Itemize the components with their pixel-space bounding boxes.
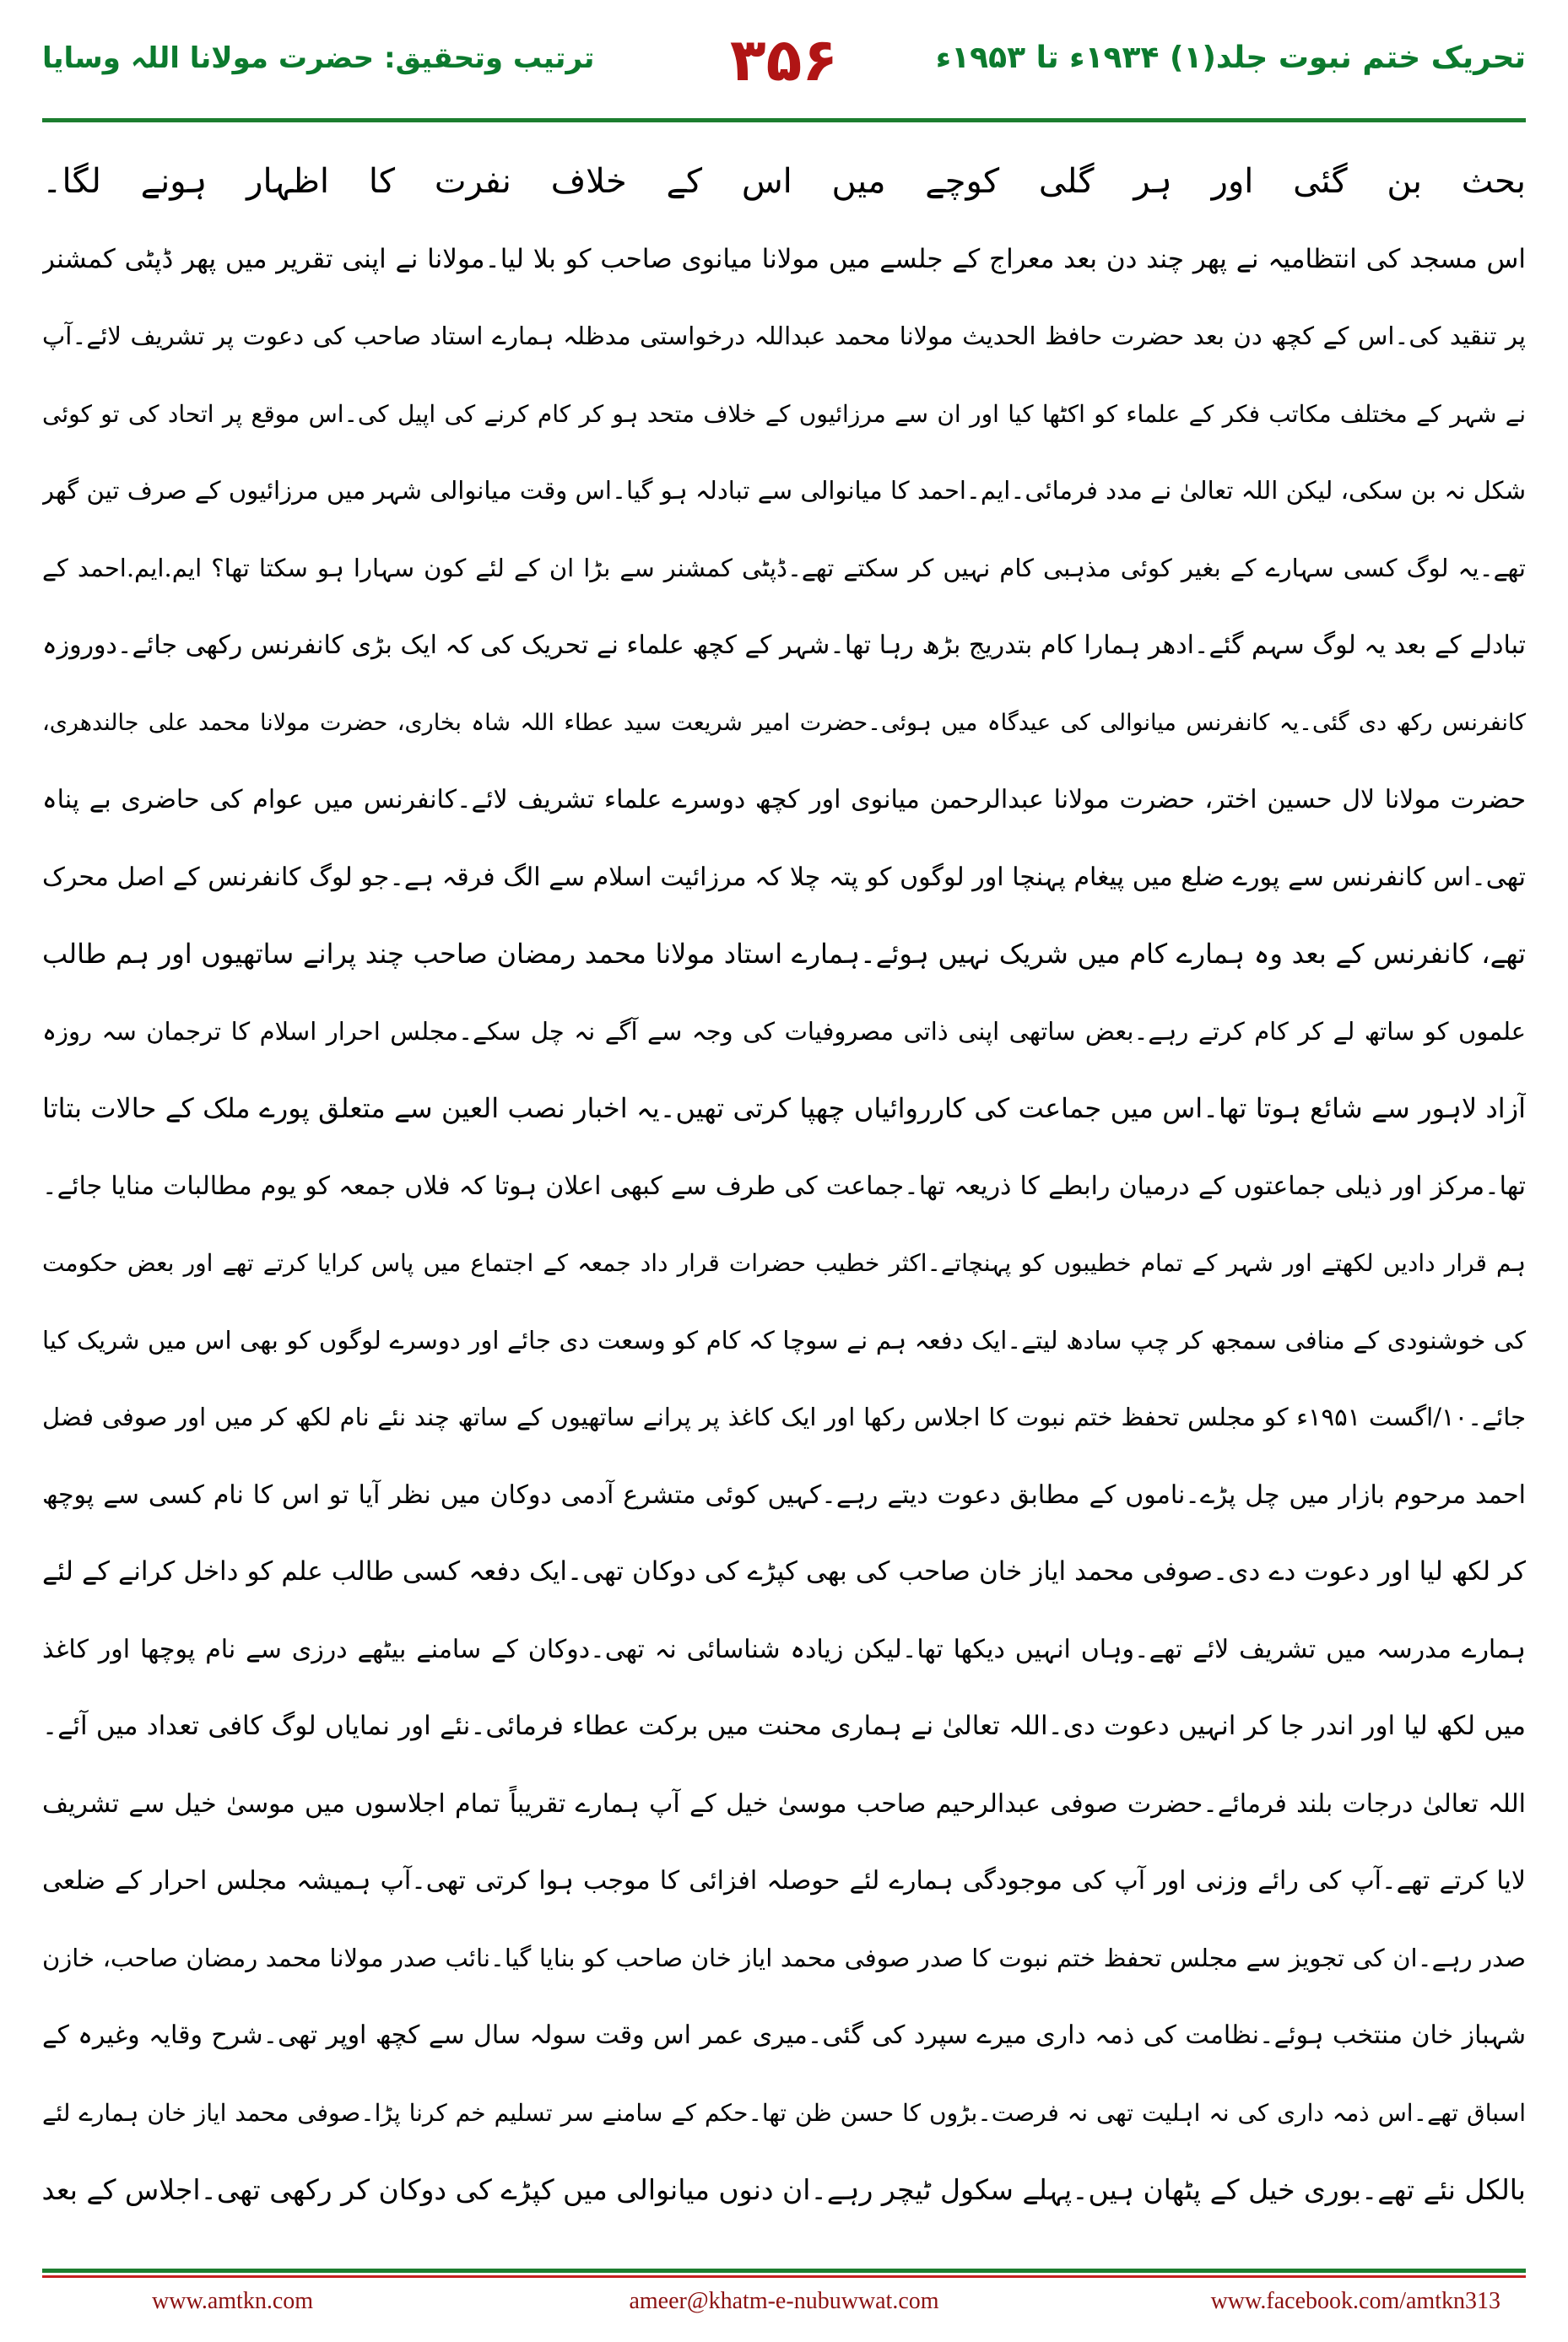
text-line: صدر رہے۔ان کی تجویز سے مجلس تحفظ ختم نبوت کا صدر صوفی محمد ایاز خان صاحب کو بنایا گیا۔نائب صدر مولانا محمد رمضان صاحب، خازن [42,1943,1526,1972]
text-line: احمد مرحوم بازار میں چل پڑے۔ناموں کے مطابق دعوت دیتے رہے۔کہیں کوئی متشرع آدمی دوکان میں نظر آیا تو اس کا نام کسی سے پوچھ [42,1479,1526,1510]
text-line: علموں کو ساتھ لے کر کام کرتے رہے۔بعض ساتھی اپنی ذاتی مصروفیات کی وجہ سے آگے نہ چل سکے۔مجلس احرار اسلام کا ترجمان سہ روزہ [42,1016,1526,1046]
page-footer [42,2283,1526,2325]
text-line: تھے، کانفرنس کے بعد وہ ہمارے کام میں شریک نہیں ہوئے۔ہمارے استاد مولانا محمد رمضان صاحب چند پرانے ساتھیوں اور ہم طالب [42,938,1526,970]
text-line: آزاد لاہور سے شائع ہوتا تھا۔اس میں جماعت کی کارروائیاں چھپا کرتی تھیں۔یہ اخبار نصب العین سے متعلق پورے ملک کے حالات بتاتا [42,1092,1526,1124]
text-line: کانفرنس رکھ دی گئی۔یہ کانفرنس میانوالی کی عیدگاہ میں ہوئی۔حضرت امیر شریعت سید عطاء اللہ شاہ بخاری، حضرت مولانا محمد علی جالندھری، [42,709,1526,736]
body-text [42,143,1526,2229]
text-line: تھی۔اس کانفرنس سے پورے ضلع میں پیغام پہنچا اور لوگوں کو پتہ چلا کہ مرزائیت اسلام سے الگ فرقہ ہے۔جو لوگ کانفرنس کے اصل محرک [42,862,1526,892]
text-line: اللہ تعالیٰ درجات بلند فرمائے۔حضرت صوفی عبدالرحیم صاحب موسیٰ خیل کے آپ ہمارے تقریباً تمام اجلاسوں میں موسیٰ خیل سے تشریف [42,1788,1526,1819]
book-title: تحریک ختم نبوت جلد(۱) ۱۹۳۴ء تا ۱۹۵۳ء [935,41,1526,75]
page-number: ۳۵۶ [729,25,839,95]
text-line: جائے۔۱۰/اگست ۱۹۵۱ء کو مجلس تحفظ ختم نبوت کا اجلاس رکھا اور ایک کاغذ پر پرانے ساتھیوں کے ساتھ چند نئے نام لکھ کر میں اور صوفی فضل [42,1403,1526,1431]
editor-credit: ترتیب وتحقیق: حضرت مولانا اللہ وسایا [42,41,595,75]
text-line: لایا کرتے تھے۔آپ کی رائے وزنی اور آپ کی موجودگی ہمارے لئے حوصلہ افزائی کا موجب ہوا کرتی تھی۔آپ ہمیشہ مجلس احرار کے ضلعی [42,1866,1526,1896]
text-line: پر تنقید کی۔اس کے کچھ دن بعد حضرت حافظ الحدیث مولانا محمد عبداللہ درخواستی مدظلہ ہمارے استاد صاحب کی دعوت پر تشریف لائے۔آپ [42,322,1526,350]
email-link[interactable]: ameer@khatm-e-nubuwwat.com [629,2288,939,2314]
text-line: میں لکھ لیا اور اندر جا کر انہیں دعوت دی۔اللہ تعالیٰ نے ہماری محنت میں برکت عطاء فرمائی۔نئے اور نمایاں لوگ کافی تعداد میں آئے۔ [42,1711,1526,1741]
text-line: بحث بن گئی اور ہر گلی کوچے میں اس کے خلاف نفرت کا اظہار ہونے لگا۔ [42,162,1526,201]
text-line: اس مسجد کی انتظامیہ نے پھر چند دن بعد معراج کے جلسے میں مولانا میانوی صاحب کو بلا لیا۔مولانا نے اپنی تقریر میں پھر ڈپٹی کمشنر [42,243,1526,274]
text-line: شکل نہ بن سکی، لیکن اللہ تعالیٰ نے مدد فرمائی۔ایم۔احمد کا میانوالی سے تبادلہ ہو گیا۔اس وقت میانوالی شہر میں مرزائیوں کے صرف تین گھر [42,476,1526,505]
text-line: ہم قرار دادیں لکھتے اور شہر کے تمام خطیبوں کو پہنچاتے۔اکثر خطیب حضرات قرار داد جمعہ کے اجتماع میں پاس کرایا کرتے تھے اور بعض حکومت [42,1249,1526,1277]
text-line: ہمارے مدرسہ میں تشریف لائے تھے۔وہاں انہیں دیکھا تھا۔لیکن زیادہ شناسائی نہ تھی۔دوکان کے سامنے بیٹھے درزی سے نام پوچھا اور کاغذ [42,1634,1526,1664]
text-line: تھا۔مرکز اور ذیلی جماعتوں کے درمیان رابطے کا ذریعہ تھا۔جماعت کی طرف سے کبھی اعلان ہوتا کہ فلاں جمعہ کو یوم مطالبات منایا جائے۔ [42,1171,1526,1201]
text-line: اسباق تھے۔اس ذمہ داری کی نہ اہلیت تھی نہ فرصت۔بڑوں کا حسن ظن تھا۔حکم کے سامنے سر تسلیم خم کرنا پڑا۔صوفی محمد ایاز خان ہمارے لئے [42,2098,1526,2127]
text-line: تھے۔یہ لوگ کسی سہارے کے بغیر کوئی مذہبی کام نہیں کر سکتے تھے۔ڈپٹی کمشنر سے بڑا ان کے لئے کون سہارا ہو سکتا تھا؟ ایم.ایم.احمد کے [42,553,1526,582]
page-header [42,25,1526,118]
text-line: نے شہر کے مختلف مکاتب فکر کے علماء کو اکٹھا کیا اور ان سے مرزائیوں کے خلاف متحد ہو کر کام کرنے کی اپیل کی۔اس موقع پر اتحاد کی تو کوئی [42,399,1526,428]
header-rule [42,118,1526,122]
text-line: شہباز خان منتخب ہوئے۔نظامت کی ذمہ داری میرے سپرد کی گئی۔میری عمر اس وقت سولہ سال سے کچھ اوپر تھی۔شرح وقایہ وغیرہ کے [42,2020,1526,2050]
text-line: حضرت مولانا لال حسین اختر، حضرت مولانا عبدالرحمن میانوی اور کچھ دوسرے علماء تشریف لائے۔کانفرنس میں عوام کی حاضری بے پناہ [42,785,1526,814]
website-link[interactable]: www.amtkn.com [152,2288,314,2314]
text-line: بالکل نئے تھے۔بوری خیل کے پٹھان ہیں۔پہلے سکول ٹیچر رہے۔ان دنوں میانوالی میں کپڑے کی دوکان کر رکھی تھی۔اجلاس کے بعد [42,2173,1526,2206]
text-line: کی خوشنودی کے منافی سمجھ کر چپ سادھ لیتے۔ایک دفعہ ہم نے سوچا کہ کام کو وسعت دی جائے اور دوسرے لوگوں کو بھی اس میں شریک کیا [42,1325,1526,1355]
text-line: تبادلے کے بعد یہ لوگ سہم گئے۔ادھر ہمارا کام بتدریج بڑھ رہا تھا۔شہر کے کچھ علماء نے تحریک کی کہ ایک بڑی کانفرنس رکھی جائے۔دوروزہ [42,630,1526,660]
facebook-link[interactable]: www.facebook.com/amtkn313 [1210,2288,1500,2314]
footer-rule-red [42,2275,1526,2278]
footer-rule-green [42,2269,1526,2273]
text-line: کر لکھ لیا اور دعوت دے دی۔صوفی محمد ایاز خان صاحب کی بھی کپڑے کی دوکان تھی۔ایک دفعہ کسی طالب علم کو داخل کرانے کے لئے [42,1556,1526,1587]
